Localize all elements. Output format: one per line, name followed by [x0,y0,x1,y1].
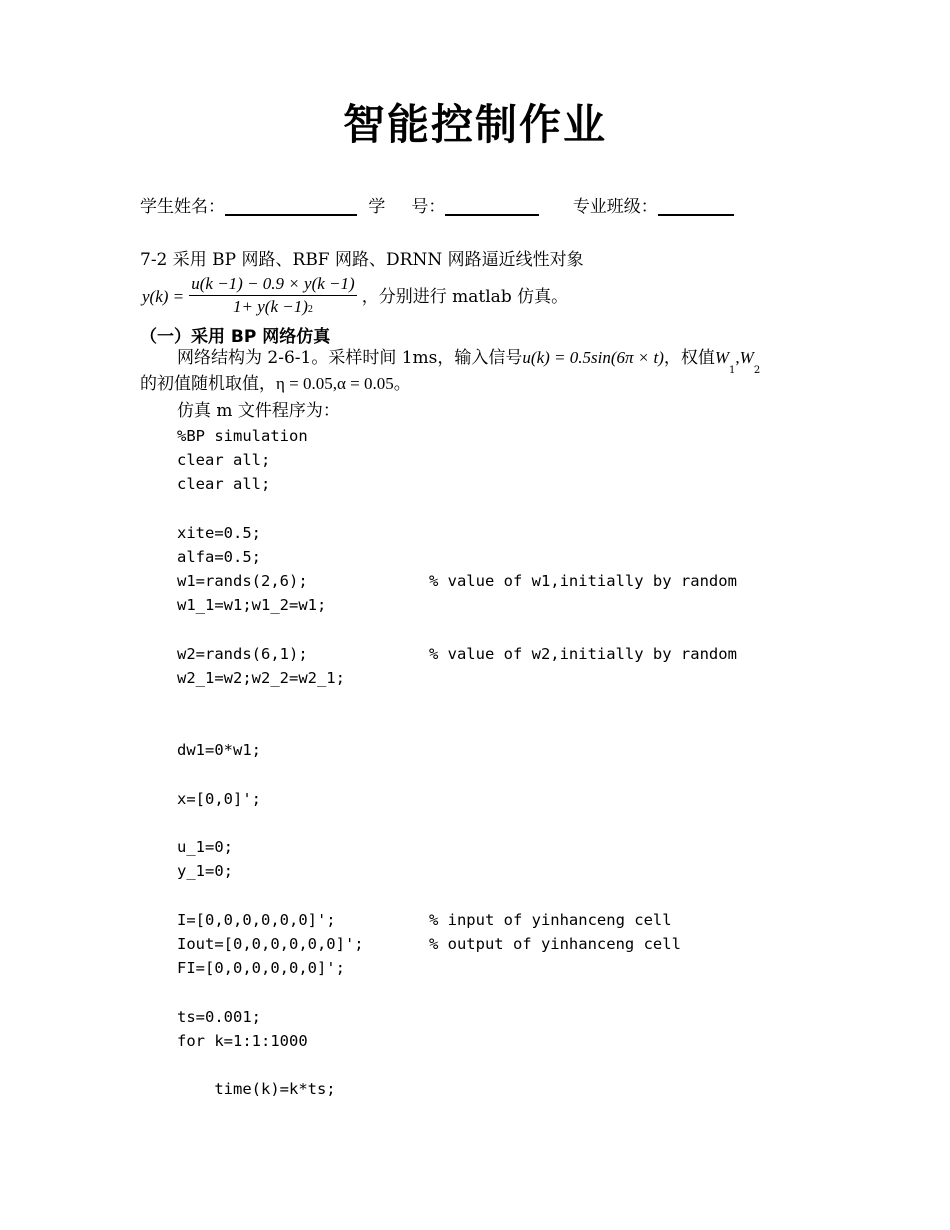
code-line: for k=1:1:1000 [177,1031,308,1050]
code-line: w1_1=w1;w1_2=w1; [177,596,327,615]
document-title: 智能控制作业 [342,100,607,149]
paragraph-network-text: 网络结构为 2-6-1。采样时间 1ms，输入信号 [177,348,523,368]
student-info-row [140,194,734,219]
equation-denominator-wrap [189,296,356,320]
code-line: w2=rands(6,1); % value of w2,initially by random [177,644,737,663]
class-label: 专业班级： [572,197,658,217]
initial-values-end: 。 [393,374,411,394]
weight-w1-sub: 1 [729,365,736,376]
code-line: %BP simulation [177,427,308,445]
equation-suffix: ，分别进行 matlab 仿真。 [361,287,569,307]
code-line [177,690,737,714]
weight-w1: W [714,348,730,367]
code-line: ts=0.001; [177,1007,261,1026]
section-heading: （一）采用 BP 网络仿真 [140,327,331,347]
code-line: clear all; [177,451,271,470]
equation-line [142,274,568,320]
code-line: time(k)=k*ts; [177,1080,336,1099]
code-line: dw1=0*w1; [177,741,261,760]
student-id-label-2: 号： [411,197,446,217]
learning-rate-formula: η = 0.05,α = 0.05 [276,374,394,393]
code-line [177,497,737,521]
weights-prefix: ，权值 [663,348,715,368]
student-name-blank[interactable] [225,194,357,216]
code-line: w2_1=w2;w2_2=w2_1; [177,668,345,687]
equation-numerator: u(k −1) − 0.9 × y(k −1) [189,274,356,296]
code-line: Iout=[0,0,0,0,0,0]'; % output of yinhanceng cell [177,934,681,953]
paragraph-initial-values [140,372,411,396]
weight-w2-sub: 2 [753,365,761,376]
code-line: xite=0.5; [177,523,261,542]
code-line [177,884,737,908]
code-line [177,763,737,787]
initial-values-text: 的初值随机取值， [140,374,276,394]
code-line: I=[0,0,0,0,0,0]'; % input of yinhanceng cell [177,910,672,929]
code-block [177,424,737,1101]
code-line [177,618,737,642]
student-name-label: 学生姓名： [140,197,225,217]
problem-statement: 7-2 采用 BP 网路、RBF 网路、DRNN 网路逼近线性对象 [140,250,584,270]
equation-lhs: y(k) = [142,287,185,306]
code-line: FI=[0,0,0,0,0,0]'; [177,959,345,978]
code-line: x=[0,0]'; [177,789,261,808]
code-line [177,811,737,835]
code-line: y_1=0; [177,862,233,881]
code-line: alfa=0.5; [177,547,261,566]
code-line [177,714,737,738]
code-line: w1=rands(2,6); % value of w1,initially by random [177,572,737,591]
code-line [177,980,737,1004]
student-id-blank[interactable] [445,194,539,216]
weight-separator: , [735,348,740,367]
input-signal-formula: u(k) = 0.5sin(6π × t) [522,348,664,367]
equation-denominator: 1+ y(k −1) [233,297,308,316]
code-line: clear all; [177,475,271,494]
equation-denominator-exp: 2 [307,304,313,315]
code-line [177,1053,737,1077]
weight-w2: W [739,348,754,367]
class-blank[interactable] [658,194,734,216]
student-id-label-1: 学 [368,197,386,217]
code-line: u_1=0; [177,838,233,857]
code-intro: 仿真 m 文件程序为： [177,401,340,421]
equation-fraction [189,274,356,320]
